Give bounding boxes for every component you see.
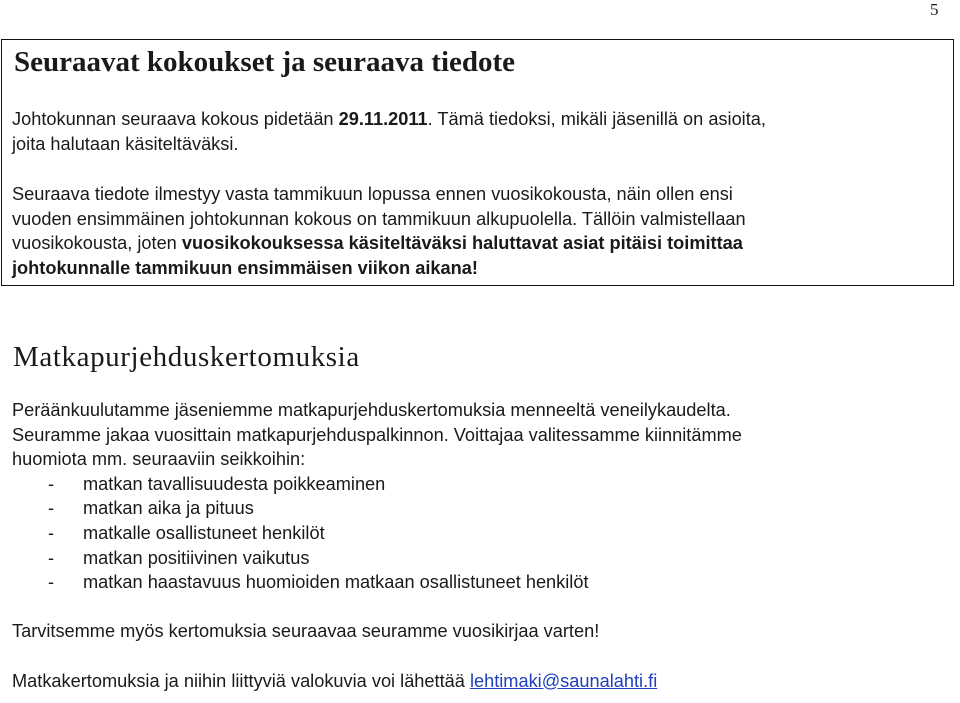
newsletter-emphasis: vuosikokouksessa käsiteltäväksi haluttavat asiat pitäisi toimittaa: [181, 233, 743, 254]
next-meeting-paragraph: [12, 107, 942, 156]
contact-text: Matkakertomuksia ja niihin liittyviä valokuvia voi lähettää: [12, 670, 470, 691]
criteria-list: [12, 472, 942, 595]
sailing-stories-heading: Matkapurjehduskertomuksia: [13, 341, 360, 373]
meeting-text: Johtokunnan seuraava kokous pidetään: [12, 109, 339, 129]
list-bullet: -: [48, 498, 55, 519]
meeting-text-cont: . Tämä tiedoksi, mikäli jäsenillä on asioita,: [427, 109, 766, 129]
newsletter-line3: vuosikokousta, joten: [12, 233, 182, 254]
intro-line: Peräänkuulutamme jäseniemme matkapurjehduskertomuksia menneeltä veneilykaudelta.: [12, 400, 731, 420]
list-item: - matkalle osallistuneet henkilöt: [12, 521, 942, 546]
meeting-text-line2: joita halutaan käsiteltäväksi.: [12, 133, 239, 154]
meeting-date: 29.11.2011: [338, 109, 428, 129]
intro-line: Seuramme jakaa vuosittain matkapurjehduspalkinnon. Voittajaa valitessamme kiinnitämme: [12, 424, 742, 445]
list-item: - matkan haastavuus huomioiden matkaan osallistuneet henkilöt: [12, 570, 942, 595]
contact-line: [12, 669, 942, 694]
intro-line: huomiota mm. seuraaviin seikkoihin:: [12, 449, 306, 470]
page-number: 5: [930, 0, 939, 19]
list-item: - matkan aika ja pituus: [12, 496, 942, 521]
newsletter-line1: Seuraava tiedote ilmestyy vasta tammikuun lopussa ennen vuosikokousta, näin ollen ensi: [12, 184, 733, 204]
list-bullet: -: [48, 473, 55, 494]
list-bullet: -: [48, 572, 55, 593]
yearbook-line: Tarvitsemme myös kertomuksia seuraavaa seuramme vuosikirjaa varten!: [12, 621, 600, 642]
list-bullet: -: [48, 547, 55, 568]
list-item: - matkan positiivinen vaikutus: [12, 546, 942, 571]
next-newsletter-paragraph: [12, 182, 942, 280]
email-link[interactable]: lehtimaki@saunalahti.fi: [469, 670, 658, 691]
newsletter-emphasis-cont: johtokunnalle tammikuun ensimmäisen viikon aikana!: [12, 257, 478, 278]
meetings-heading: Seuraavat kokoukset ja seuraava tiedote: [14, 46, 516, 78]
sailing-stories-body: [12, 398, 942, 693]
list-bullet: -: [48, 522, 55, 543]
list-item: - matkan tavallisuudesta poikkeaminen: [12, 472, 942, 497]
newsletter-line2: vuoden ensimmäinen johtokunnan kokous on tammikuun alkupuolella. Tällöin valmistellaan: [12, 208, 746, 229]
